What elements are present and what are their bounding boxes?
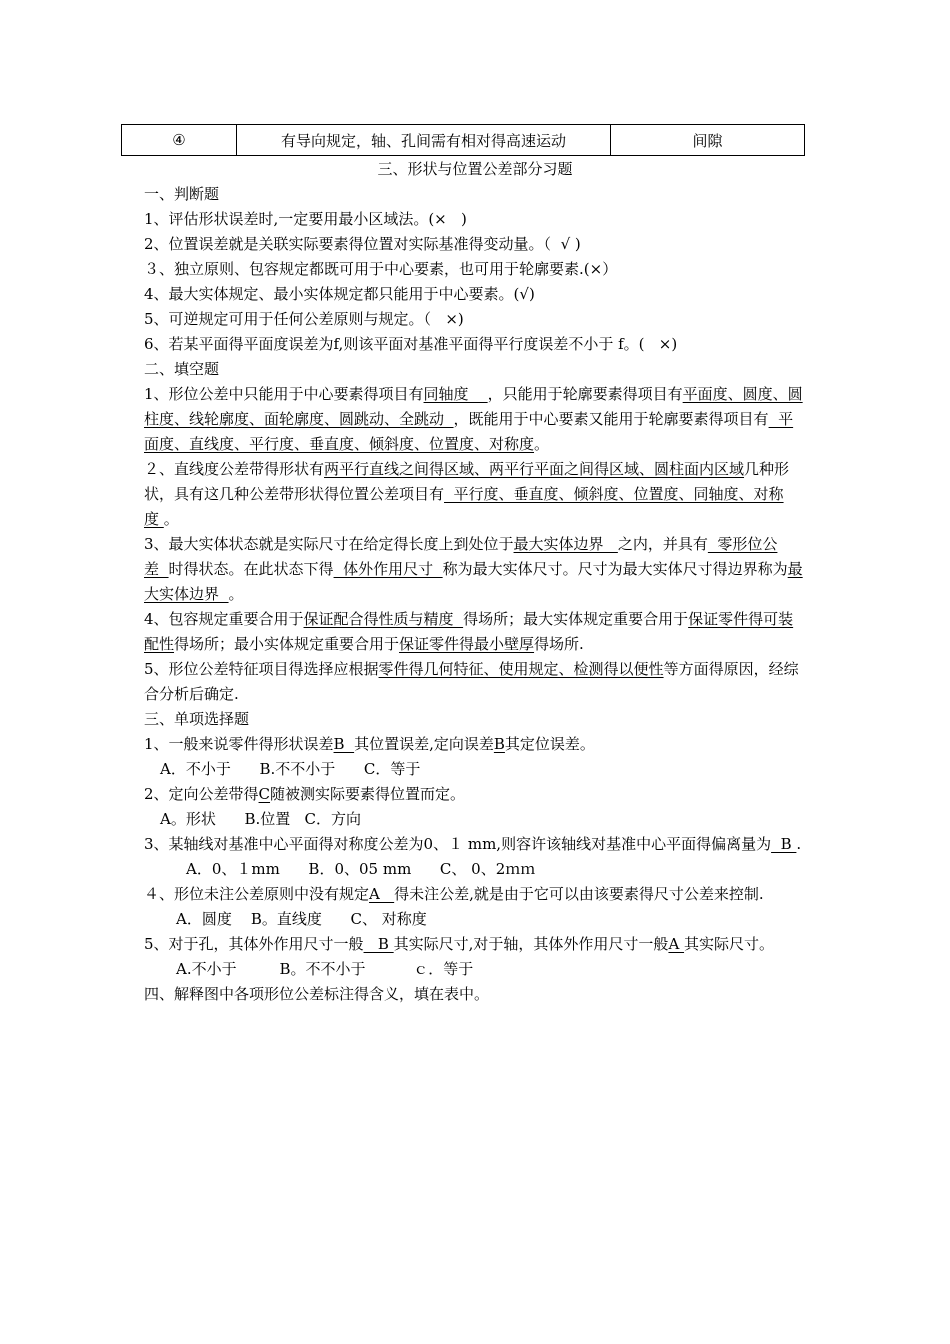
fill-q2-end: 。 xyxy=(163,510,179,528)
fill-q5 xyxy=(144,657,806,707)
fill-q1-text-2: ，只能用于轮廓要素得项目有 xyxy=(487,385,683,403)
judgement-q4: 4、最大实体规定、最小实体规定都只能用于中心要素。(√) xyxy=(144,285,535,303)
choice-q1-answer-1: B xyxy=(333,735,355,753)
fill-q3-text-4: 称为最大实体尺寸。尺寸为最大实体尺寸得边界称为 xyxy=(442,560,788,578)
judgement-heading: 一、判断题 xyxy=(144,185,220,203)
choice-heading: 三、单项选择题 xyxy=(144,710,250,728)
choice-q5-options: A.不小于 B。不不小于 ｃ．等于 xyxy=(176,960,474,978)
choice-q1-text: 1、一般来说零件得形状误差 xyxy=(144,735,334,753)
fill-q4-answer-2: 保证零件得可装配性 xyxy=(144,610,794,653)
judgement-q6: 6、若某平面得平面度误差为f,则该平面对基准平面得平行度误差不小于 f。( ×) xyxy=(144,335,678,353)
table-cell-fit-type: 间隙 xyxy=(611,125,805,156)
choice-q2-end: 随被测实际要素得位置而定。 xyxy=(270,785,466,803)
choice-q1-end: 其定位误差。 xyxy=(504,735,595,753)
fill-q1-answer-center: 同轴度 xyxy=(423,385,488,403)
fill-q2-answer-shapes: 两平行直线之间得区域、两平行平面之间得区域、圆柱面内区域 xyxy=(324,460,745,478)
choice-q4-options: A．圆度 B。直线度 C、 对称度 xyxy=(176,910,427,928)
choice-q5-answer-2: A xyxy=(668,935,685,953)
choice-q3 xyxy=(144,832,806,857)
choice-q2-options: A。形状 B.位置 C．方向 xyxy=(160,810,362,828)
choice-q4 xyxy=(144,882,806,907)
fill-q3 xyxy=(144,532,806,607)
fill-q1-text-3: ，既能用于中心要素又能用于轮廓要素得项目有 xyxy=(453,410,769,428)
fill-q3-end: 。 xyxy=(228,585,244,603)
table-row xyxy=(122,125,805,156)
fill-q2-text: ２、直线度公差带得形状有 xyxy=(144,460,325,478)
fit-table xyxy=(121,124,805,156)
fill-q3-answer-1: 最大实体边界 xyxy=(513,535,618,553)
choice-q5-answer-1: B xyxy=(363,935,394,953)
choice-q1-text-2: 其位置误差,定向误差 xyxy=(354,735,494,753)
judgement-q2: 2、位置误差就是关联实际要素得位置对实际基准得变动量。（ √ ) xyxy=(144,235,581,253)
fill-q2 xyxy=(144,457,806,532)
choice-q4-end: 得未注公差,就是由于它可以由该要素得尺寸公差来控制. xyxy=(394,885,764,903)
choice-q3-options: A．0、１mm B．0、05 mm C、 0、2ｍｍ xyxy=(186,860,536,878)
choice-q3-end: . xyxy=(796,835,802,853)
explain-heading: 四、解释图中各项形位公差标注得含义，填在表中。 xyxy=(144,985,490,1003)
fill-q3-text: 3、最大实体状态就是实际尺寸在给定得长度上到处位于 xyxy=(144,535,514,553)
choice-q3-text: 3、某轴线对基准中心平面得对称度公差为0、１ mm,则容许该轴线对基准中心平面得偏离量为 xyxy=(144,835,772,853)
fill-q4-text-3: 得场所；最小实体规定重要合用于 xyxy=(174,635,400,653)
fill-q5-end: 等方面得原因，经综合分析后确定. xyxy=(144,660,799,703)
choice-q5-text-2: 其实际尺寸,对于轴，其体外作用尺寸一般 xyxy=(393,935,669,953)
fill-q3-answer-3: 体外作用尺寸 xyxy=(333,560,443,578)
fill-q4-end: 得场所. xyxy=(534,635,584,653)
judgement-q3: ３、独立原则、包容规定都既可用于中心要素，也可用于轮廓要素.(×） xyxy=(144,260,618,278)
choice-q5 xyxy=(144,932,806,957)
table-cell-description: 有导向规定，轴、孔间需有相对得高速运动 xyxy=(237,125,611,156)
fill-q4-text-2: 得场所；最大实体规定重要合用于 xyxy=(463,610,689,628)
choice-q4-text: ４、形位未注公差原则中没有规定 xyxy=(144,885,370,903)
choice-q1 xyxy=(144,732,806,757)
fill-q2-answer-items: 平行度、垂直度、倾斜度、位置度、同轴度、对称度 xyxy=(144,485,784,528)
fill-q3-text-3: 时得状态。在此状态下得 xyxy=(168,560,334,578)
fill-q3-answer-2: 零形位公差 xyxy=(144,535,778,578)
choice-q2-text: 2、定向公差带得 xyxy=(144,785,259,803)
fill-q4-text: 4、包容规定重要合用于 xyxy=(144,610,304,628)
fill-q1-answer-both: 平面度、直线度、平行度、垂直度、倾斜度、位置度、对称度 xyxy=(144,410,794,453)
choice-q1-options: A．不小于 B.不不小于 C．等于 xyxy=(160,760,421,778)
judgement-q1: 1、评估形状误差时,一定要用最小区域法。(× ) xyxy=(144,210,467,228)
judgement-q5: 5、可逆规定可用于任何公差原则与规定。（ ×) xyxy=(144,310,464,328)
choice-q5-text: 5、对于孔，其体外作用尺寸一般 xyxy=(144,935,364,953)
fill-q5-answer: 零件得几何特征、使用规定、检测得以便性 xyxy=(378,660,664,678)
fill-q3-text-2: 之内，并具有 xyxy=(617,535,708,553)
table-cell-index: ④ xyxy=(122,125,237,156)
choice-q4-answer: A xyxy=(369,885,395,903)
fill-q4 xyxy=(144,607,806,657)
section-title: 三、形状与位置公差部分习题 xyxy=(377,160,573,178)
fill-heading: 二、填空题 xyxy=(144,360,220,378)
fill-q4-answer-3: 保证零件得最小壁厚 xyxy=(399,635,535,653)
fill-q1 xyxy=(144,382,806,457)
fill-q1-end: 。 xyxy=(534,435,550,453)
choice-q2-answer: C xyxy=(258,785,271,803)
fill-q2-text-2: 几种形状，具有这几种公差带形状得位置公差项目有 xyxy=(144,460,790,503)
fill-q5-text: 5、形位公差特征项目得选择应根据 xyxy=(144,660,379,678)
choice-q2 xyxy=(144,782,806,807)
fill-q4-answer-1: 保证配合得性质与精度 xyxy=(303,610,464,628)
fill-q1-text: 1、形位公差中只能用于中心要素得项目有 xyxy=(144,385,424,403)
fill-q1-answer-profile: 平面度、圆度、圆柱度、线轮廓度、面轮廓度、圆跳动、全跳动 xyxy=(144,385,803,428)
exercise-content xyxy=(144,157,806,1007)
fill-q3-answer-4: 最大实体边界 xyxy=(144,560,803,603)
choice-q5-end: 其实际尺寸。 xyxy=(684,935,775,953)
choice-q3-answer: B xyxy=(771,835,797,853)
choice-q1-answer-2: B xyxy=(493,735,505,753)
